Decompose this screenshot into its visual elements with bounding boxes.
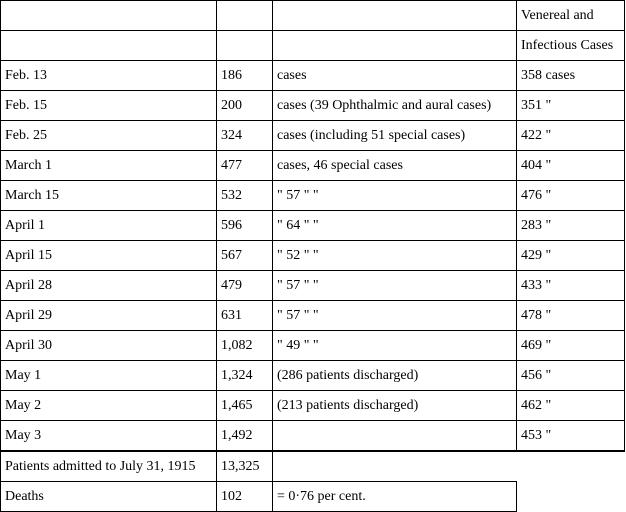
header-cell-date xyxy=(1,31,217,61)
date-cell: March 1 xyxy=(1,151,217,181)
count-cell: 567 xyxy=(217,241,273,271)
venereal-cell: 456 " xyxy=(517,361,625,391)
header-row xyxy=(1,31,625,61)
cases-cell: (213 patients discharged) xyxy=(273,391,517,421)
count-cell: 200 xyxy=(217,91,273,121)
date-cell: May 2 xyxy=(1,391,217,421)
date-cell: April 15 xyxy=(1,241,217,271)
empty-cell xyxy=(273,451,625,482)
table-row xyxy=(1,121,625,151)
venereal-cell: 429 " xyxy=(517,241,625,271)
table-row xyxy=(1,421,625,452)
date-cell: April 1 xyxy=(1,211,217,241)
table-row xyxy=(1,151,625,181)
date-cell: March 15 xyxy=(1,181,217,211)
cases-cell: (286 patients discharged) xyxy=(273,361,517,391)
date-cell: Feb. 15 xyxy=(1,91,217,121)
date-cell: April 30 xyxy=(1,331,217,361)
table-row xyxy=(1,61,625,91)
empty-cell xyxy=(517,482,625,512)
cases-cell: " 49 " " xyxy=(273,331,517,361)
header-cell-date xyxy=(1,1,217,31)
date-cell: May 1 xyxy=(1,361,217,391)
count-cell: 324 xyxy=(217,121,273,151)
header-cell-cases xyxy=(273,1,517,31)
venereal-cell: 453 " xyxy=(517,421,625,452)
count-cell: 596 xyxy=(217,211,273,241)
deaths-label: Deaths xyxy=(1,482,217,512)
deaths-rate: = 0·76 per cent. xyxy=(273,482,517,512)
cases-cell: cases (including 51 special cases) xyxy=(273,121,517,151)
count-cell: 1,492 xyxy=(217,421,273,452)
date-cell: April 29 xyxy=(1,301,217,331)
header-row xyxy=(1,1,625,31)
table-row xyxy=(1,301,625,331)
count-cell: 631 xyxy=(217,301,273,331)
table-row xyxy=(1,361,625,391)
header-cell-count xyxy=(217,31,273,61)
deaths-row xyxy=(1,482,625,512)
header-cell-count xyxy=(217,1,273,31)
cases-cell: cases xyxy=(273,61,517,91)
date-cell: Feb. 25 xyxy=(1,121,217,151)
admitted-value: 13,325 xyxy=(217,451,273,482)
cases-cell: " 57 " " xyxy=(273,271,517,301)
table-row xyxy=(1,91,625,121)
count-cell: 1,465 xyxy=(217,391,273,421)
table-row xyxy=(1,211,625,241)
cases-cell: " 64 " " xyxy=(273,211,517,241)
header-venereal-line1: Venereal and xyxy=(517,1,625,31)
date-cell: May 3 xyxy=(1,421,217,452)
venereal-cell: 404 " xyxy=(517,151,625,181)
table-row xyxy=(1,391,625,421)
table-row xyxy=(1,181,625,211)
table-row xyxy=(1,271,625,301)
venereal-cell: 476 " xyxy=(517,181,625,211)
cases-cell: " 57 " " xyxy=(273,301,517,331)
venereal-cell: 351 " xyxy=(517,91,625,121)
venereal-cell: 469 " xyxy=(517,331,625,361)
admitted-label: Patients admitted to July 31, 1915 xyxy=(1,451,217,482)
count-cell: 532 xyxy=(217,181,273,211)
cases-cell: " 57 " " xyxy=(273,181,517,211)
cases-cell: " 52 " " xyxy=(273,241,517,271)
cases-cell: cases, 46 special cases xyxy=(273,151,517,181)
table-row xyxy=(1,331,625,361)
table-row xyxy=(1,241,625,271)
count-cell: 186 xyxy=(217,61,273,91)
deaths-value: 102 xyxy=(217,482,273,512)
cases-cell xyxy=(273,421,517,452)
date-cell: Feb. 13 xyxy=(1,61,217,91)
venereal-cell: 358 cases xyxy=(517,61,625,91)
count-cell: 477 xyxy=(217,151,273,181)
count-cell: 479 xyxy=(217,271,273,301)
venereal-cell: 462 " xyxy=(517,391,625,421)
venereal-cell: 478 " xyxy=(517,301,625,331)
date-cell: April 28 xyxy=(1,271,217,301)
count-cell: 1,082 xyxy=(217,331,273,361)
cases-cell: cases (39 Ophthalmic and aural cases) xyxy=(273,91,517,121)
admitted-row xyxy=(1,451,625,482)
venereal-cell: 422 " xyxy=(517,121,625,151)
venereal-cell: 283 " xyxy=(517,211,625,241)
header-cell-cases xyxy=(273,31,517,61)
count-cell: 1,324 xyxy=(217,361,273,391)
header-venereal-line2: Infectious Cases xyxy=(517,31,625,61)
venereal-cell: 433 " xyxy=(517,271,625,301)
